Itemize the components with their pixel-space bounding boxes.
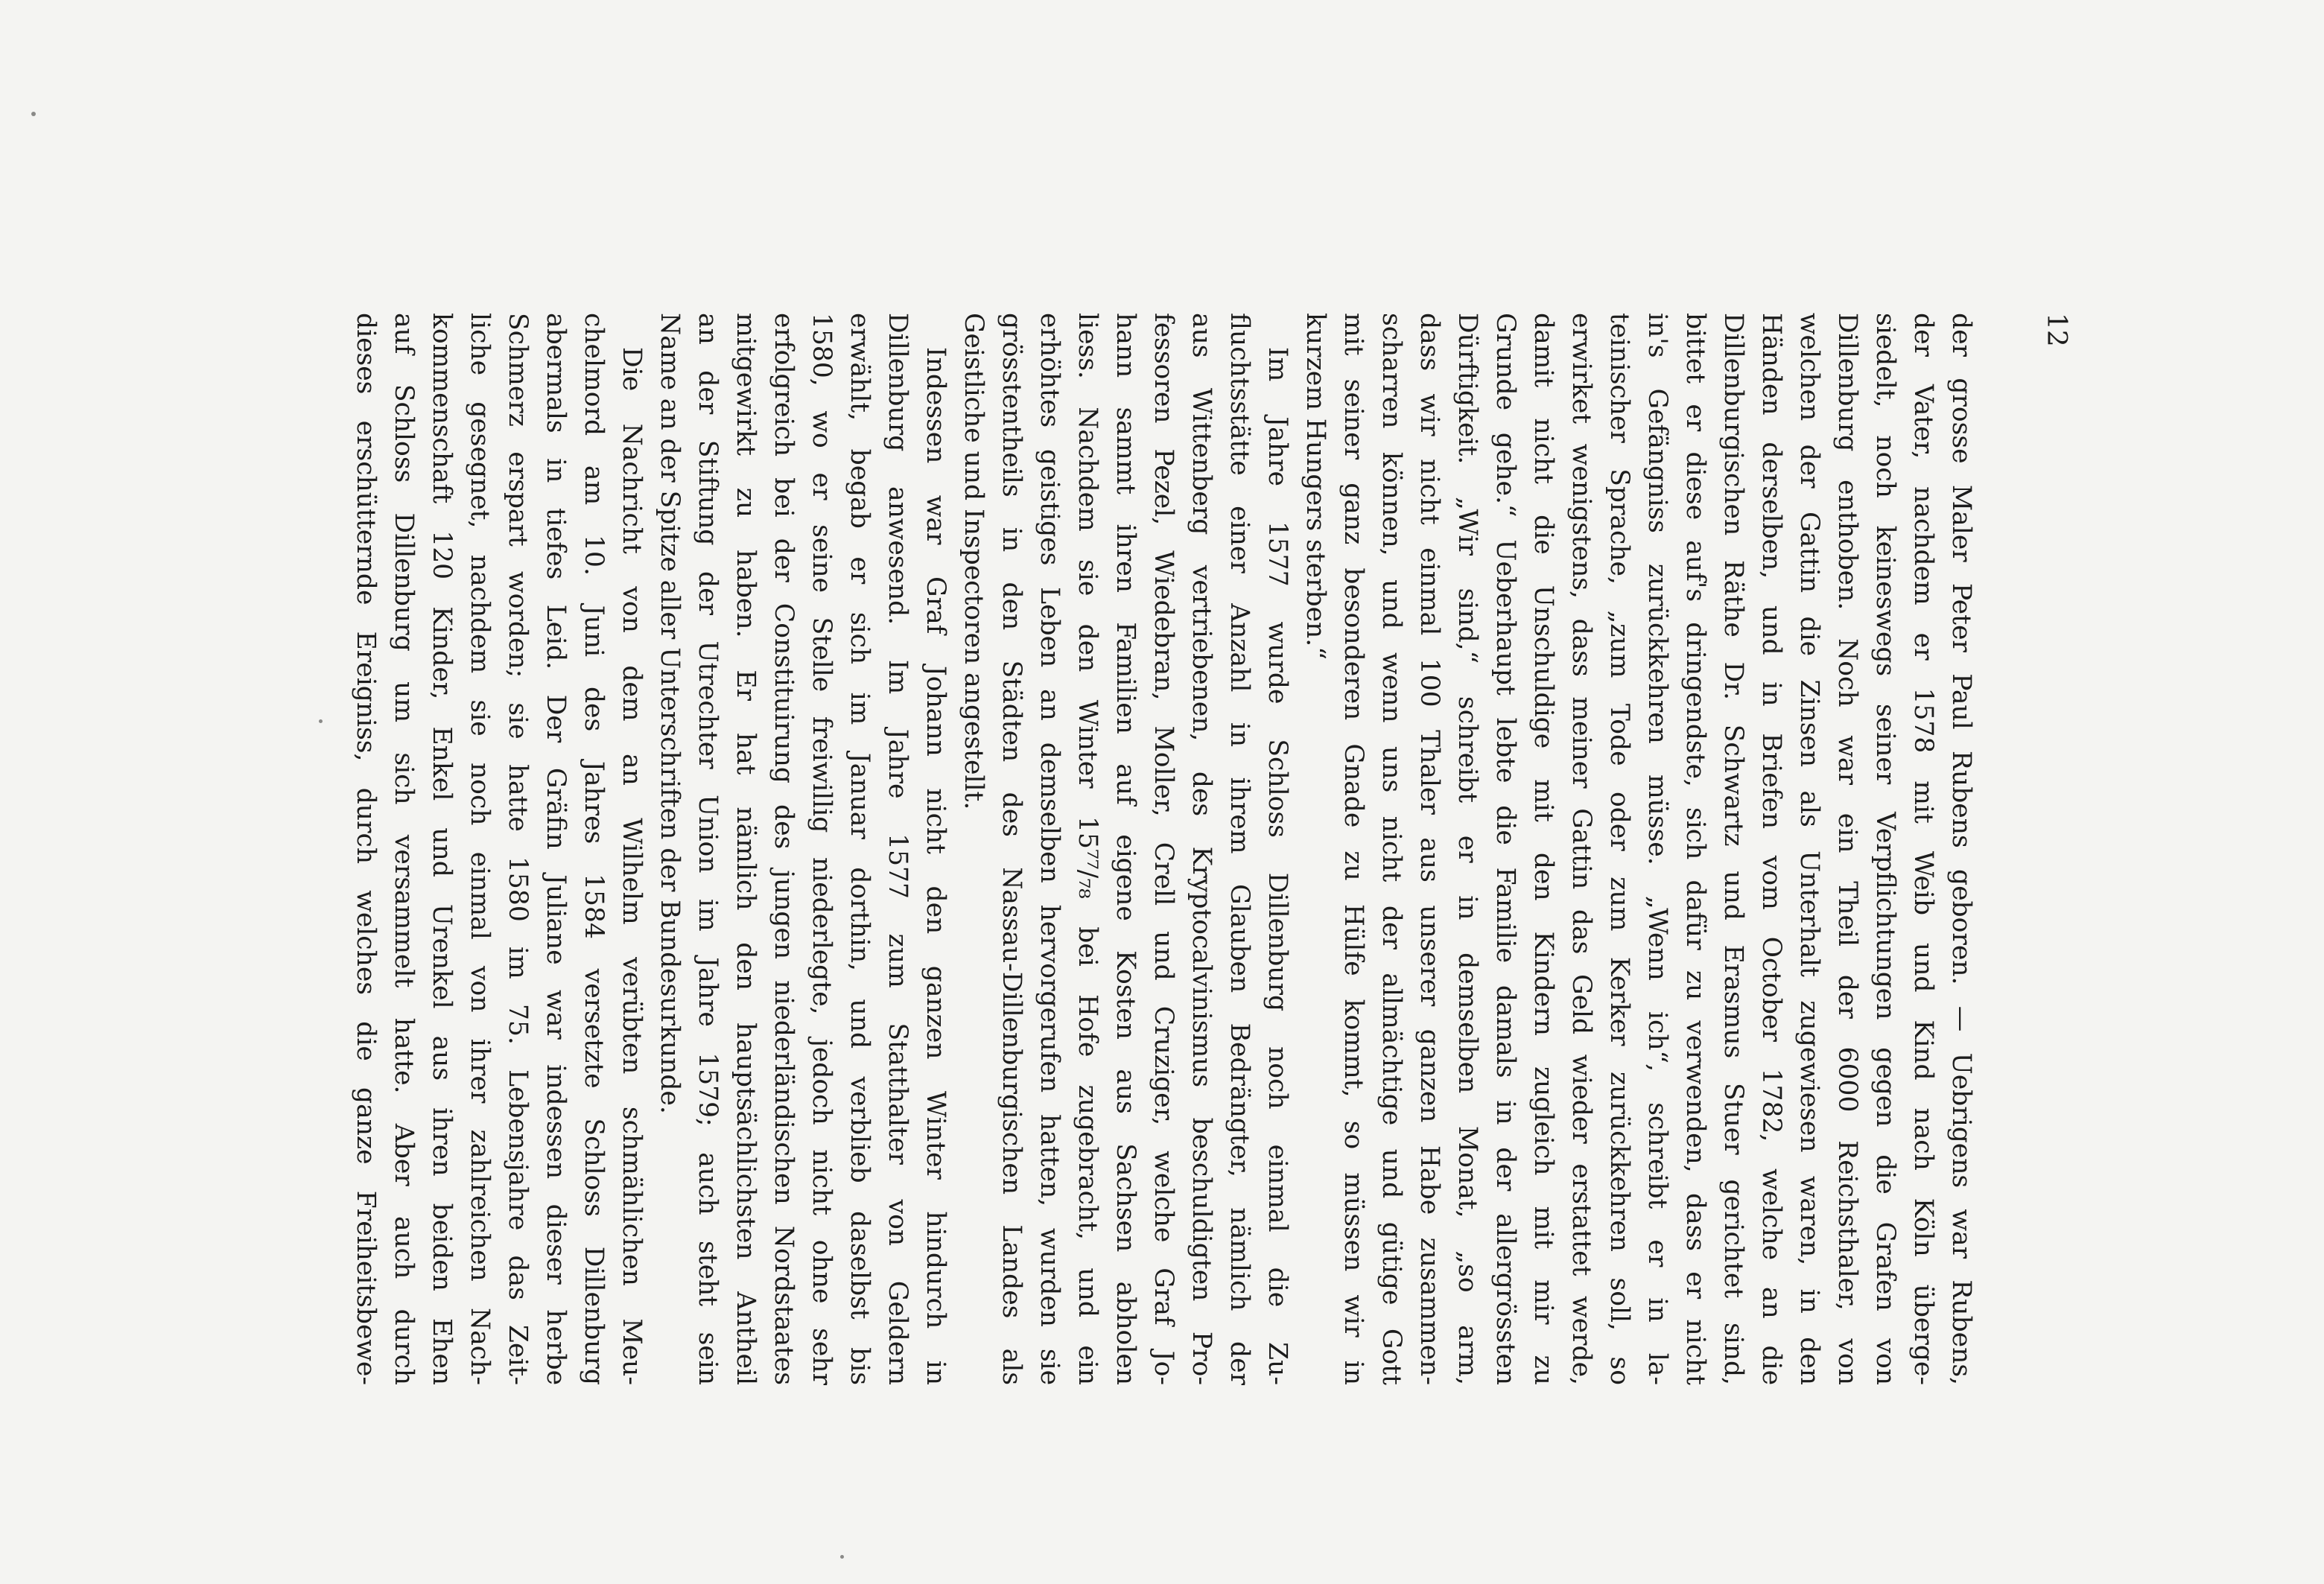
body-text: [346, 313, 1980, 1385]
text-line: Dillenburg enthoben. Noch war ein Theil der 6000 Reichsthaler, von: [1832, 313, 1862, 1385]
text-line: Händen derselben, und in Briefen vom October 1782, welche an die: [1756, 313, 1786, 1385]
text-line: chelmord am 10. Juni des Jahres 1584 versetzte Schloss Dillenburg: [579, 313, 609, 1385]
text-line: fessoren Pezel, Wiedebran, Moller, Crell und Cruziger, welche Graf Jo-: [1149, 313, 1178, 1385]
print-speck: [840, 1555, 844, 1559]
text-line: Dillenburgischen Räthe Dr. Schwartz und Erasmus Stuer gerichtet sind,: [1718, 313, 1748, 1385]
text-line: kurzem Hungers sterben.“: [1301, 313, 1330, 660]
text-line: abermals in tiefes Leid. Der Gräfin Juliane war indessen dieser herbe: [541, 313, 571, 1385]
page-number: 12: [2041, 313, 2071, 347]
text-line: erfolgreich bei der Constituirung des jungen niederländischen Nordstaates: [769, 313, 799, 1385]
text-line: Im Jahre 1577 wurde Schloss Dillenburg noch einmal die Zu-: [1263, 347, 1292, 1385]
text-line: in's Gefängniss zurückkehren müsse. „Wenn ich“, schreibt er in la-: [1642, 313, 1672, 1385]
text-line: liche gesegnet, nachdem sie noch einmal von ihrer zahlreichen Nach-: [465, 313, 495, 1385]
text-line: mitgewirkt zu haben. Er hat nämlich den hauptsächlichsten Antheil: [731, 313, 761, 1385]
text-line: erhöhtes geistiges Leben an demselben hervorgerufen hatten, wurden sie: [1035, 313, 1064, 1385]
text-line: hann sammt ihren Familien auf eigene Kosten aus Sachsen abholen: [1111, 313, 1140, 1385]
text-line: der grosse Maler Peter Paul Rubens geboren. — Uebrigens war Rubens,: [1946, 313, 1976, 1385]
text-line: Name an der Spitze aller Unterschriften der Bundesurkunde.: [655, 313, 685, 1114]
text-line: dieses erschütternde Ereigniss, durch welches die ganze Freiheitsbewe-: [351, 313, 381, 1385]
text-line: Die Nachricht von dem an Wilhelm verübten schmählichen Meu-: [617, 347, 647, 1385]
text-line: Grunde gehe.“ Ueberhaupt lebte die Familie damals in der allergrössten: [1490, 313, 1520, 1385]
text-line: mit seiner ganz besonderen Gnade zu Hülfe kommt, so müssen wir in: [1339, 313, 1368, 1385]
text-line: bittet er diese auf's dringendste, sich dafür zu verwenden, dass er nicht: [1680, 313, 1710, 1385]
text-line: der Vater, nachdem er 1578 mit Weib und Kind nach Köln überge-: [1908, 313, 1938, 1385]
text-line: an der Stiftung der Utrechter Union im Jahre 1579; auch steht sein: [693, 313, 723, 1385]
text-line: erwählt, begab er sich im Januar dorthin, und verblieb daselbst bis: [845, 313, 874, 1385]
print-speck: [31, 112, 36, 116]
text-line: Indessen war Graf Johann nicht den ganzen Winter hindurch in: [921, 347, 950, 1385]
text-line: scharren können, und wenn uns nicht der allmächtige und gütige Gott: [1377, 313, 1406, 1385]
text-line: welchen der Gattin die Zinsen als Unterhalt zugewiesen waren, in den: [1794, 313, 1824, 1385]
text-line: kommenschaft 120 Kinder, Enkel und Urenkel aus ihren beiden Ehen: [427, 313, 457, 1385]
text-line: teinischer Sprache, „zum Tode oder zum Kerker zurückkehren soll, so: [1604, 313, 1634, 1385]
text-line: Schmerz erspart worden; sie hatte 1580 im 75. Lebensjahre das Zeit-: [503, 313, 533, 1385]
text-line: erwirket wenigstens, dass meiner Gattin das Geld wieder erstattet werde,: [1566, 313, 1596, 1385]
text-line: Geistliche und Inspectoren angestellt.: [959, 313, 988, 810]
text-line: siedelt, noch keineswegs seiner Verpflichtungen gegen die Grafen von: [1870, 313, 1900, 1385]
text-line: Dürftigkeit. „Wir sind,“ schreibt er in demselben Monat, „so arm,: [1452, 313, 1482, 1385]
text-line: aus Wittenberg vertriebenen, des Kryptocalvinismus beschuldigten Pro-: [1187, 313, 1216, 1385]
rotated-text-block: [313, 313, 2071, 1385]
text-line: grösstentheils in den Städten des Nassau-Dillenburgischen Landes als: [997, 313, 1026, 1385]
text-line: dass wir nicht einmal 100 Thaler aus unserer ganzen Habe zusammen-: [1415, 313, 1444, 1385]
text-line: damit nicht die Unschuldige mit den Kindern zugleich mit mir zu: [1528, 313, 1558, 1385]
text-line: fluchtsstätte einer Anzahl in ihrem Glauben Bedrängter, nämlich der: [1225, 313, 1254, 1385]
text-line: liess. Nachdem sie den Winter 15⁷⁷/₇₈ bei Hofe zugebracht, und ein: [1073, 313, 1102, 1385]
text-line: Dillenburg anwesend. Im Jahre 1577 zum Statthalter von Geldern: [883, 313, 912, 1385]
text-line: auf Schloss Dillenburg um sich versammelt hatte. Aber auch durch: [389, 313, 419, 1385]
text-line: 1580, wo er seine Stelle freiwillig niederlegte, jedoch nicht ohne sehr: [807, 313, 836, 1385]
